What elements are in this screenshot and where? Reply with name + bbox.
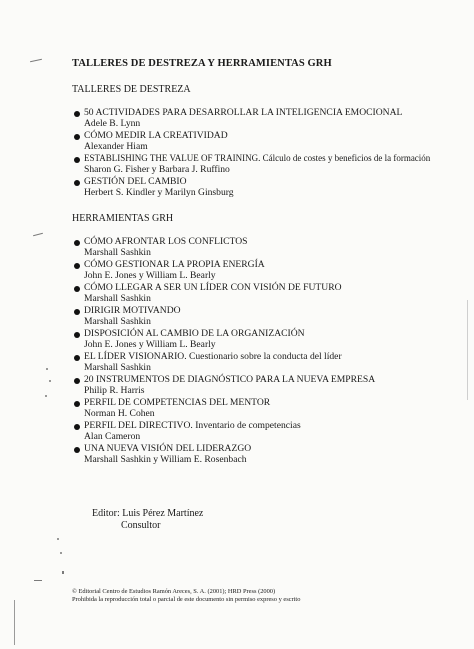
bullet-icon bbox=[74, 355, 80, 361]
bullet-icon bbox=[74, 134, 80, 140]
item-author: Sharon G. Fisher y Barbara J. Ruffino bbox=[84, 164, 230, 175]
scan-edge bbox=[467, 300, 468, 400]
copyright-line-1: © Editorial Centro de Estudios Ramón Areces, S. A. (2001); HRD Press (2000) bbox=[72, 588, 276, 595]
scan-mark bbox=[14, 600, 15, 645]
bullet-icon bbox=[74, 240, 80, 246]
item-title: CÓMO MEDIR LA CREATIVIDAD bbox=[84, 130, 228, 141]
item-author: Marshall Sashkin y William E. Rosenbach bbox=[84, 454, 247, 465]
item-author: John E. Jones y William L. Bearly bbox=[84, 339, 216, 350]
list-item bbox=[74, 282, 466, 304]
bullet-icon bbox=[74, 332, 80, 338]
item-title: EL LÍDER VISIONARIO. Cuestionario sobre la conducta del líder bbox=[84, 351, 342, 362]
bullet-icon bbox=[74, 157, 80, 163]
scan-mark bbox=[49, 380, 51, 382]
scan-mark bbox=[57, 538, 59, 540]
item-author: Marshall Sashkin bbox=[84, 247, 151, 258]
list-item bbox=[74, 153, 466, 175]
list-item bbox=[74, 259, 466, 281]
copyright-notice bbox=[72, 588, 300, 604]
item-author: Adele B. Lynn bbox=[84, 118, 141, 129]
item-author: Herbert S. Kindler y Marilyn Ginsburg bbox=[84, 187, 234, 198]
copyright-line-2: Prohibida la reproducción total o parcial de este documento sin permiso expreso y escrito bbox=[72, 596, 301, 603]
item-title: PERFIL DEL DIRECTIVO. Inventario de competencias bbox=[84, 420, 301, 431]
editor-role: Consultor bbox=[121, 520, 161, 531]
bullet-icon bbox=[74, 309, 80, 315]
list-item bbox=[74, 328, 466, 350]
item-author: Alexander Hiam bbox=[84, 141, 148, 152]
item-author: Marshall Sashkin bbox=[84, 362, 151, 373]
item-title: ESTABLISHING THE VALUE OF TRAINING. Cálculo de costes y beneficios de la formación bbox=[84, 153, 431, 163]
item-author: John E. Jones y William L. Bearly bbox=[84, 270, 216, 281]
list-item bbox=[74, 107, 466, 129]
list-item bbox=[74, 443, 466, 465]
scan-mark bbox=[33, 233, 43, 237]
herramientas-list bbox=[74, 236, 466, 466]
bullet-icon bbox=[74, 111, 80, 117]
list-item bbox=[74, 236, 466, 258]
scan-mark bbox=[45, 395, 47, 397]
item-title: UNA NUEVA VISIÓN DEL LIDERAZGO bbox=[84, 443, 252, 454]
item-author: Marshall Sashkin bbox=[84, 293, 151, 304]
item-title: DIRIGIR MOTIVANDO bbox=[84, 305, 181, 316]
list-item bbox=[74, 397, 466, 419]
list-item bbox=[74, 130, 466, 152]
list-item bbox=[74, 176, 466, 198]
bullet-icon bbox=[74, 401, 80, 407]
page-title: TALLERES DE DESTREZA Y HERRAMIENTAS GRH bbox=[72, 58, 332, 69]
editor-name: Editor: Luis Pérez Martínez bbox=[92, 508, 204, 519]
section-heading-herramientas: HERRAMIENTAS GRH bbox=[72, 213, 174, 224]
item-title: 50 ACTIVIDADES PARA DESARROLLAR LA INTELIGENCIA EMOCIONAL bbox=[84, 107, 403, 118]
section-heading-talleres: TALLERES DE DESTREZA bbox=[72, 84, 191, 95]
bullet-icon bbox=[74, 180, 80, 186]
item-title: DISPOSICIÓN AL CAMBIO DE LA ORGANIZACIÓN bbox=[84, 328, 305, 339]
scan-mark bbox=[46, 368, 48, 370]
item-title: CÓMO LLEGAR A SER UN LÍDER CON VISIÓN DE FUTURO bbox=[84, 282, 342, 293]
list-item bbox=[74, 374, 466, 396]
bullet-icon bbox=[74, 424, 80, 430]
scan-mark bbox=[62, 571, 64, 574]
item-author: Alan Cameron bbox=[84, 431, 141, 442]
bullet-icon bbox=[74, 286, 80, 292]
bullet-icon bbox=[74, 378, 80, 384]
item-title: CÓMO GESTIONAR LA PROPIA ENERGÍA bbox=[84, 259, 265, 270]
item-title: GESTIÓN DEL CAMBIO bbox=[84, 176, 187, 187]
list-item bbox=[74, 420, 466, 442]
item-title: 20 INSTRUMENTOS DE DIAGNÓSTICO PARA LA NUEVA EMPRESA bbox=[84, 374, 376, 385]
scan-mark bbox=[60, 552, 62, 554]
scan-mark bbox=[34, 580, 42, 581]
bullet-icon bbox=[74, 447, 80, 453]
item-author: Marshall Sashkin bbox=[84, 316, 151, 327]
scan-mark bbox=[30, 59, 42, 62]
item-author: Philip R. Harris bbox=[84, 385, 145, 396]
list-item bbox=[74, 305, 466, 327]
list-item bbox=[74, 351, 466, 373]
talleres-list bbox=[74, 107, 466, 199]
bullet-icon bbox=[74, 263, 80, 269]
item-author: Norman H. Cohen bbox=[84, 408, 155, 419]
item-title: CÓMO AFRONTAR LOS CONFLICTOS bbox=[84, 236, 248, 247]
item-title: PERFIL DE COMPETENCIAS DEL MENTOR bbox=[84, 397, 271, 408]
